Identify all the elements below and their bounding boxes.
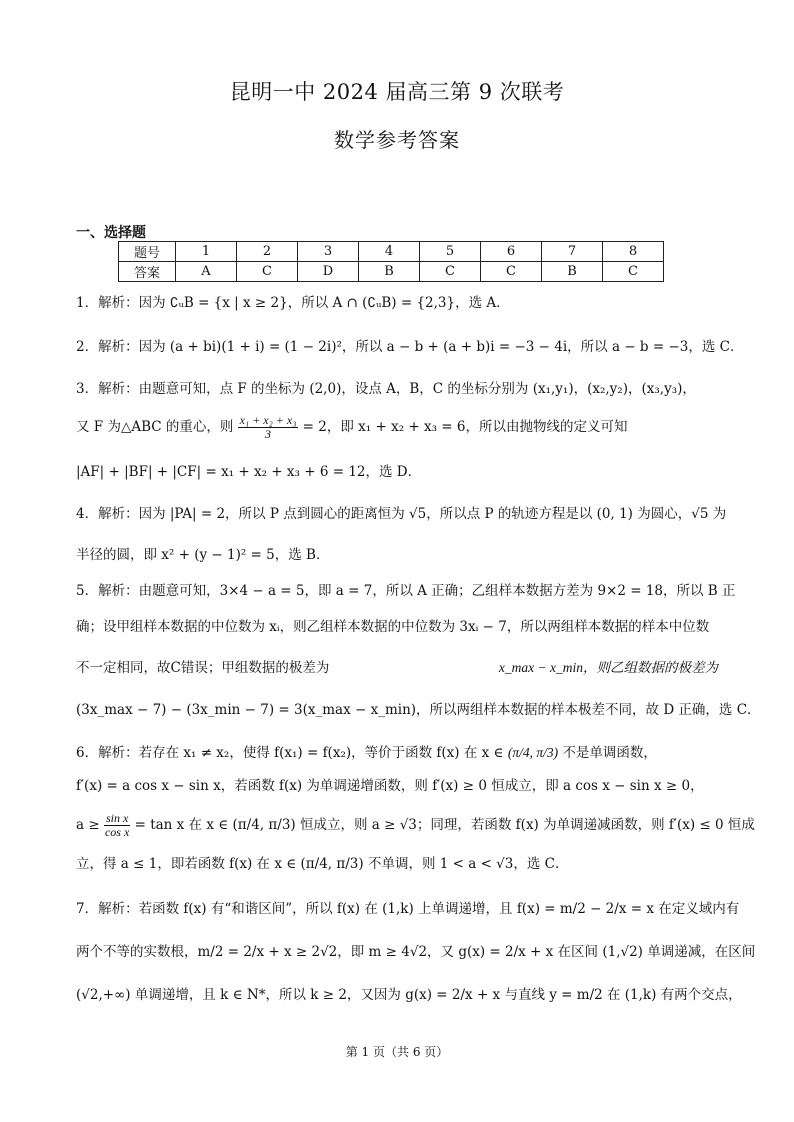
text-fragment: a ≥ — [76, 817, 100, 833]
solution-2: 2．解析：因为 (a + bi)(1 + i) = (1 − 2i)²，所以 a − b + (a + b)i = −3 − 4i，所以 a − b = −3，选 C． — [76, 339, 744, 355]
table-cell: D — [298, 262, 359, 282]
solution-6-line-1 — [76, 744, 657, 762]
text-fragment: 6．解析：若存在 x₁ ≠ x₂，使得 f(x₁) = f(x₂)，等价于函数 f(x) 在 x ∈ — [76, 745, 504, 761]
solution-4-line-1: 4．解析：因为 |PA| = 2，所以 P 点到圆心的距离恒为 √5，所以点 P 的轨迹方程是以 (0, 1) 为圆心，√5 为 — [76, 506, 727, 522]
solution-5-line-1: 5．解析：由题意可知，3×4 − a = 5，即 a = 7，所以 A 正确；乙组样本数据方差为 9×2 = 18，所以 B 正 — [76, 583, 736, 599]
table-cell: 6 — [481, 242, 542, 262]
table-cell: B — [542, 262, 603, 282]
text-fragment: 不一定相同，故C错误；甲组数据的极差为 — [76, 660, 330, 676]
fraction-denominator: cos x — [104, 825, 130, 839]
solution-5-line-2: 确；设甲组样本数据的中位数为 xᵢ，则乙组样本数据的中位数为 3xᵢ − 7，所以两组样本数据的样本中位数 — [76, 619, 710, 635]
table-cell: A — [176, 262, 237, 282]
text-fragment: x_max − x_min，则乙组数据的极差为 — [498, 660, 718, 675]
fraction-denominator: 3 — [265, 427, 272, 441]
table-header-cell: 题号 — [119, 242, 176, 262]
table-cell: 4 — [359, 242, 420, 262]
fraction-numerator: sin x — [105, 811, 129, 825]
solution-7-line-1: 7．解析：若函数 f(x) 有“和谐区间”，所以 f(x) 在 (1,k) 上单调递增，且 f(x) = m/2 − 2/x = x 在定义域内有 — [76, 901, 740, 917]
text-fragment: 又 F 为△ABC 的重心，则 — [76, 419, 234, 435]
solution-5-line-3 — [76, 659, 718, 677]
table-row — [119, 262, 664, 282]
fraction-numerator: x₁ + x₂ + x₃ — [239, 413, 297, 427]
table-cell: B — [359, 262, 420, 282]
solution-3-line-3: |AF| + |BF| + |CF| = x₁ + x₂ + x₃ + 6 = 12，选 D． — [76, 464, 422, 480]
table-cell: C — [603, 262, 664, 282]
answer-table — [118, 241, 664, 282]
solution-4-line-2: 半径的圆，即 x² + (y − 1)² = 5，选 B． — [76, 547, 330, 563]
solution-7-line-3: (√2,+∞) 单调递增，且 k ∈ N*，所以 k ≥ 2，又因为 g(x) = 2/x + x 与直线 y = m/2 在 (1,k) 有两个交点， — [76, 987, 742, 1003]
interval: (π/4, π/3) — [507, 745, 559, 760]
solution-7-line-2: 两个不等的实数根，m/2 = 2/x + x ≥ 2√2，即 m ≥ 4√2，又 g(x) = 2/x + x 在区间 (1,√2) 单调递减，在区间 — [76, 944, 756, 960]
table-cell: 5 — [420, 242, 481, 262]
solution-6-line-2: f′(x) = a cos x − sin x，若函数 f(x) 为单调递增函数，则 f′(x) ≥ 0 恒成立，即 a cos x − sin x ≥ 0， — [76, 778, 704, 794]
table-cell: C — [481, 262, 542, 282]
table-row — [119, 242, 664, 262]
table-cell: C — [420, 262, 481, 282]
page-title: 昆明一中 2024 届高三第 9 次联考 — [229, 80, 565, 104]
page-footer: 第 1 页（共 6 页） — [345, 1045, 449, 1059]
table-cell: C — [237, 262, 298, 282]
table-cell: 2 — [237, 242, 298, 262]
table-cell: 3 — [298, 242, 359, 262]
text-fragment: = tan x 在 x ∈ (π/4, π/3) 恒成立，则 a ≥ √3；同理，若函数 f(x) 为单调递减函数，则 f′(x) ≤ 0 恒成 — [134, 817, 755, 833]
text-fragment: 不是单调函数， — [562, 745, 657, 761]
solution-3-line-1: 3．解析：由题意可知，点 F 的坐标为 (2,0)，设点 A，B，C 的坐标分别为 (x₁,y₁)，(x₂,y₂)，(x₃,y₃)， — [76, 381, 696, 397]
page-subtitle: 数学参考答案 — [334, 128, 460, 152]
solution-5-line-4: (3x_max − 7) − (3x_min − 7) = 3(x_max − x_min)，所以两组样本数据的样本极差不同，故 D 正确，选 C． — [76, 702, 761, 718]
table-header-cell: 答案 — [119, 262, 176, 282]
table-cell: 8 — [603, 242, 664, 262]
fraction — [104, 812, 130, 839]
section-heading: 一、选择题 — [76, 225, 146, 241]
text-fragment: = 2，即 x₁ + x₂ + x₃ = 6，所以由抛物线的定义可知 — [302, 419, 628, 435]
solution-1: 1．解析：因为 ∁ᵤB = {x | x ≥ 2}，所以 A ∩ (∁ᵤB) = {2,3}，选 A． — [76, 295, 510, 311]
solution-3-line-2 — [76, 414, 628, 441]
solution-6-line-3 — [76, 812, 755, 839]
table-cell: 1 — [176, 242, 237, 262]
solution-6-line-4: 立，得 a ≤ 1，即若函数 f(x) 在 x ∈ (π/4, π/3) 不单调，则 1 < a < √3，选 C． — [76, 856, 569, 872]
table-cell: 7 — [542, 242, 603, 262]
fraction — [238, 414, 299, 441]
